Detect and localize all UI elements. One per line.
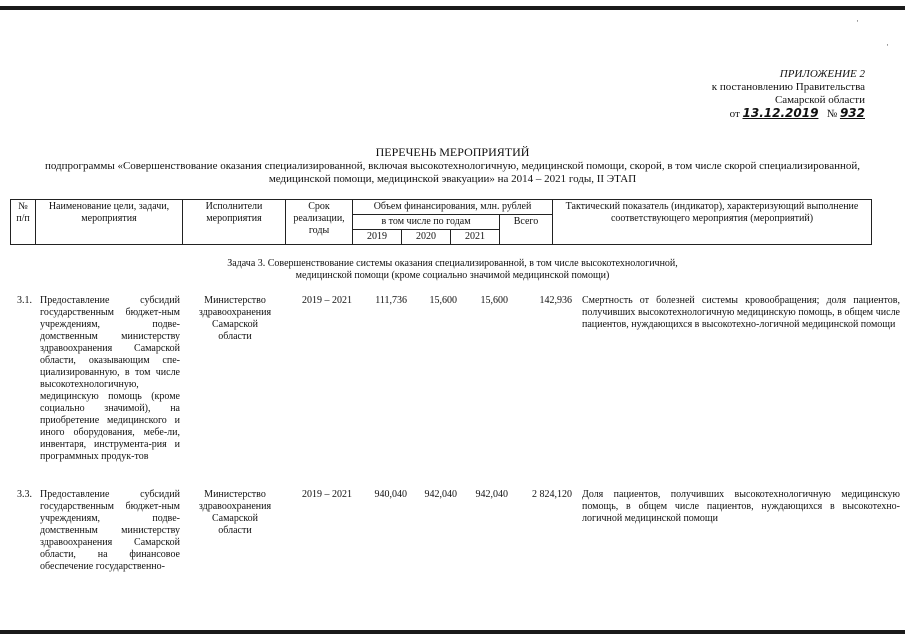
- row-period: 2019 – 2021: [302, 489, 352, 500]
- header-executors: Исполнители мероприятия: [183, 200, 286, 245]
- header-year: 2020: [402, 230, 451, 245]
- row-value-2020: 15,600: [429, 295, 457, 306]
- header-name: Наименование цели, задачи, мероприятия: [36, 200, 183, 245]
- appendix-block: [680, 68, 865, 121]
- heading-line: подпрограммы «Совершенствование оказания специализированной, включая высокотехнологичную, медицинской помощи, скорой, в том числе скорой специализированной,: [44, 160, 861, 172]
- header-period: Срок реализации, годы: [286, 200, 353, 245]
- number-prefix: №: [826, 108, 838, 120]
- page-title: ПЕРЕЧЕНЬ МЕРОПРИЯТИЙ: [375, 145, 530, 159]
- row-number: 3.1.: [17, 295, 32, 306]
- row-total: 2 824,120: [532, 489, 572, 500]
- row-executor: Министерство здравоохранения Самарской области: [198, 295, 272, 342]
- heading-line: медицинской помощи, медицинской эвакуации» на 2014 – 2021 годы, II ЭТАП: [268, 173, 637, 185]
- task-line: медицинской помощи (кроме социально значимой медицинской помощи): [295, 270, 610, 281]
- appendix-line: к постановлению Правительства: [711, 81, 865, 93]
- row-description: Предоставление субсидий государственным бюджет-ным учреждениям, подве-домственным министерству здравоохранения Самарской области, оказывающим спе-циализированную, в том числе высокотехнологичную, медицинскую помощь (кроме социально значимой), на приобретение медицинского и иного оборудования, мебе-ли, инвентаря, инструмента-рия и программных продук-тов: [40, 295, 180, 462]
- handwritten-date: 13.12.2019: [742, 106, 819, 120]
- header-year: 2021: [451, 230, 500, 245]
- document-heading: [40, 146, 865, 186]
- header-num: № п/п: [11, 200, 36, 245]
- row-value-2021: 942,040: [475, 489, 508, 500]
- row-value-2020: 942,040: [424, 489, 457, 500]
- task-heading: [150, 258, 755, 282]
- row-indicator: Доля пациентов, получивших высокотехнологичную медицинскую помощь, в общем числе пациентов, нуждающихся в высокотехно-логичной медицинской помощи: [582, 489, 900, 524]
- row-value-2021: 15,600: [480, 295, 508, 306]
- scan-speck: ·: [886, 40, 889, 50]
- header-indicator: Тактический показатель (индикатор), характеризующий выполнение соответствующего мероприятия (мероприятий): [553, 200, 872, 245]
- row-value-2019: 111,736: [375, 295, 407, 306]
- header-funding: Объем финансирования, млн. рублей: [353, 200, 553, 215]
- row-total: 142,936: [539, 295, 572, 306]
- scan-bottom-border: [0, 630, 905, 634]
- header-by-years: в том числе по годам: [353, 215, 500, 230]
- row-description: Предоставление субсидий государственным бюджет-ным учреждениям, подве-домственным министерству здравоохранения Самарской области, на финансовое обеспечение государственно-: [40, 489, 180, 572]
- date-prefix: от: [729, 108, 740, 120]
- task-line: Задача 3. Совершенствование системы оказания специализированной, в том числе высокотехнологичной,: [227, 258, 678, 269]
- appendix-line: Самарской области: [774, 94, 865, 106]
- row-indicator: Смертность от болезней системы кровообращения; доля пациентов, получивших высокотехнологичную медицинскую помощь, в общем числе пациентов, нуждающихся в высокотехно-логичной медицинской помощи: [582, 295, 900, 330]
- appendix-date-line: [680, 107, 865, 121]
- row-value-2019: 940,040: [374, 489, 407, 500]
- appendix-title: ПРИЛОЖЕНИЕ 2: [779, 68, 865, 80]
- table-header: [10, 199, 872, 245]
- scan-top-border: [0, 6, 905, 10]
- handwritten-number: 932: [839, 106, 865, 120]
- header-year: 2019: [353, 230, 402, 245]
- row-period: 2019 – 2021: [302, 295, 352, 306]
- scan-speck: ·: [856, 16, 859, 26]
- header-total: Всего: [500, 215, 553, 245]
- row-executor: Министерство здравоохранения Самарской области: [198, 489, 272, 536]
- row-number: 3.3.: [17, 489, 32, 500]
